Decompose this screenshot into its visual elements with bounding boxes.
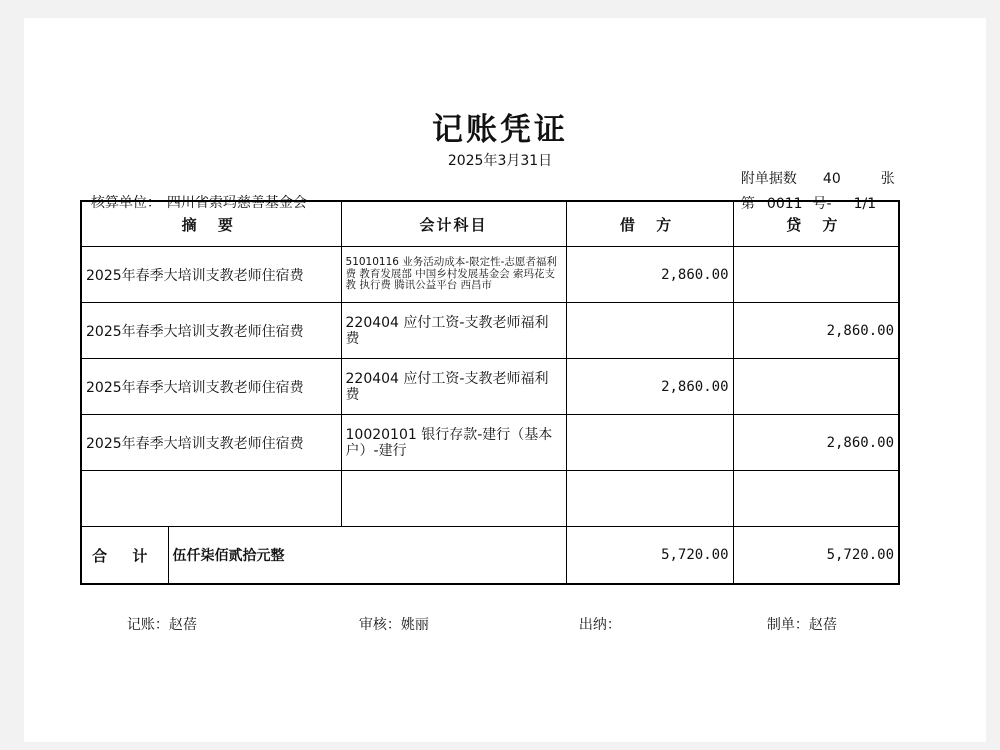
row-summary <box>81 471 341 527</box>
row-summary: 2025年春季大培训支教老师住宿费 <box>81 303 341 359</box>
row-debit: 2,860.00 <box>566 247 733 303</box>
row-credit <box>733 359 899 415</box>
voucher-table <box>80 200 900 585</box>
row-account: 220404 应付工资-支教老师福利费 <box>341 359 566 415</box>
table-row <box>81 247 899 303</box>
row-summary: 2025年春季大培训支教老师住宿费 <box>81 359 341 415</box>
bookkeeper-field <box>118 598 197 634</box>
header-debit: 借 方 <box>566 201 733 247</box>
row-debit <box>566 415 733 471</box>
row-account: 10020101 银行存款-建行（基本户）-建行 <box>341 415 566 471</box>
total-credit: 5,720.00 <box>733 527 899 585</box>
row-account <box>341 471 566 527</box>
total-debit: 5,720.00 <box>566 527 733 585</box>
attachment-number: 40 <box>822 171 841 187</box>
accounting-unit-label: 核算单位： <box>90 195 161 211</box>
accounting-unit-name: 四川省索玛慈善基金会 <box>166 195 307 211</box>
preparer-field <box>758 598 837 634</box>
row-credit: 2,860.00 <box>733 415 899 471</box>
row-credit <box>733 247 899 303</box>
row-debit: 2,860.00 <box>566 359 733 415</box>
reviewer-field <box>350 598 429 634</box>
row-credit: 2,860.00 <box>733 303 899 359</box>
table-row <box>81 303 899 359</box>
voucher-page: 1/1 <box>853 196 877 212</box>
voucher-number-value: 0011 <box>766 196 803 212</box>
header-credit: 贷 方 <box>733 201 899 247</box>
voucher-number-suffix: 号- <box>812 196 832 212</box>
preparer-name: 赵蓓 <box>808 617 837 633</box>
cashier-field <box>570 598 621 634</box>
voucher-number-prefix: 第 <box>740 196 755 212</box>
row-debit <box>566 471 733 527</box>
total-amount-words: 伍仟柒佰贰拾元整 <box>168 527 566 585</box>
total-label: 合 计 <box>81 527 168 585</box>
row-summary: 2025年春季大培训支教老师住宿费 <box>81 247 341 303</box>
reviewer-name: 姚丽 <box>400 617 429 633</box>
row-account: 51010116 业务活动成本-限定性-志愿者福利费 教育发展部 中国乡村发展基金会 索玛花支教 执行费 腾讯公益平台 西昌市 <box>341 247 566 303</box>
attachment-unit: 张 <box>880 171 895 187</box>
attachment-label: 附单据数 <box>740 171 797 187</box>
table-row <box>81 415 899 471</box>
cashier-label: 出纳： <box>578 617 621 633</box>
bookkeeper-name: 赵蓓 <box>168 617 197 633</box>
row-account: 220404 应付工资-支教老师福利费 <box>341 303 566 359</box>
voucher-date: 2025年3月31日 <box>447 153 553 169</box>
row-summary: 2025年春季大培训支教老师住宿费 <box>81 415 341 471</box>
row-credit <box>733 471 899 527</box>
header-account: 会计科目 <box>341 201 566 247</box>
total-row <box>81 527 899 585</box>
row-debit <box>566 303 733 359</box>
preparer-label: 制单： <box>766 617 809 633</box>
table-row <box>81 359 899 415</box>
header-row <box>81 201 899 247</box>
bookkeeper-label: 记账： <box>126 617 169 633</box>
voucher-title: 记账凭证 <box>432 112 568 148</box>
table-row-empty <box>81 471 899 527</box>
header-summary: 摘 要 <box>81 201 341 247</box>
reviewer-label: 审核： <box>358 617 401 633</box>
